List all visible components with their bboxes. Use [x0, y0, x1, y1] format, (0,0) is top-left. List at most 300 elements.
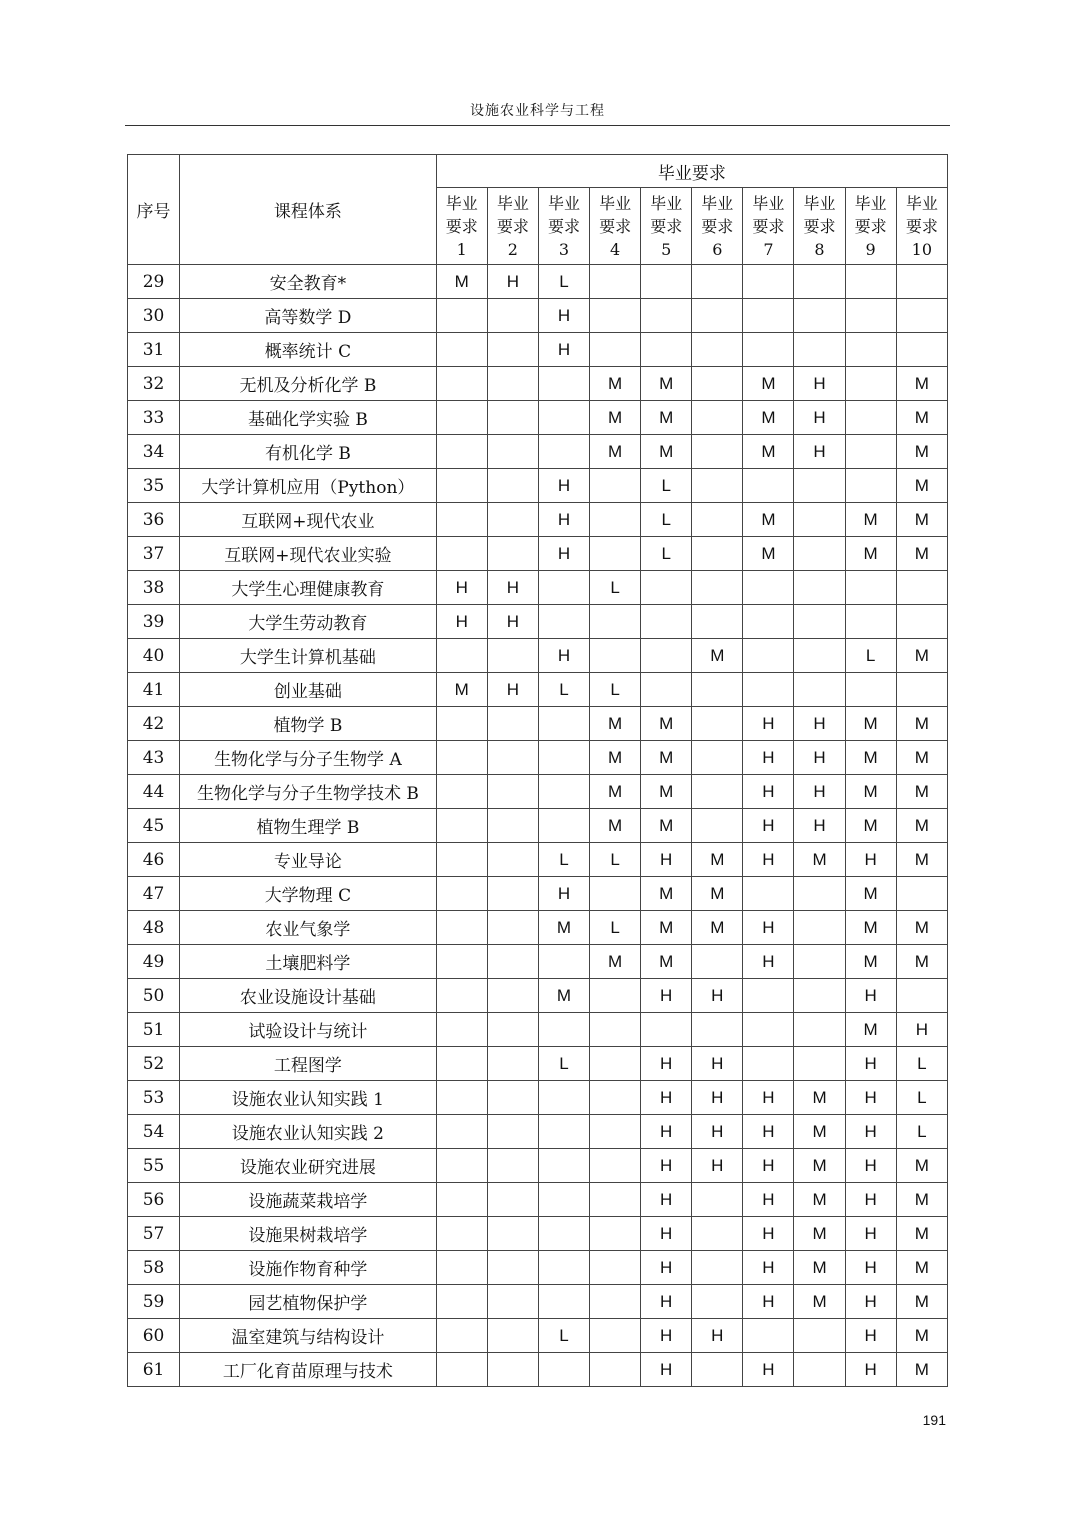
requirement-mark: H	[743, 809, 794, 843]
requirement-mark: H	[743, 945, 794, 979]
table-row	[128, 367, 948, 401]
course-name: 互联网+现代农业实验	[180, 537, 437, 571]
table-row	[128, 1047, 948, 1081]
requirement-mark: L	[538, 265, 589, 299]
requirement-mark: H	[845, 843, 896, 877]
row-number: 59	[128, 1285, 180, 1319]
requirement-mark	[436, 299, 487, 333]
requirement-mark	[436, 741, 487, 775]
requirement-mark: L	[896, 1115, 947, 1149]
table-row	[128, 843, 948, 877]
row-number: 39	[128, 605, 180, 639]
requirement-mark: M	[743, 537, 794, 571]
requirement-mark: M	[845, 1013, 896, 1047]
requirement-mark: H	[743, 775, 794, 809]
table-row	[128, 1115, 948, 1149]
requirement-mark	[692, 503, 743, 537]
requirement-mark: M	[794, 1285, 845, 1319]
table-row	[128, 605, 948, 639]
requirement-mark: M	[896, 1217, 947, 1251]
row-number: 49	[128, 945, 180, 979]
requirement-mark	[794, 605, 845, 639]
table-row	[128, 741, 948, 775]
requirement-mark: M	[896, 1285, 947, 1319]
table-row	[128, 503, 948, 537]
requirement-mark: H	[692, 979, 743, 1013]
requirement-mark	[794, 299, 845, 333]
requirement-mark: L	[896, 1047, 947, 1081]
requirement-mark	[487, 1183, 538, 1217]
requirement-mark: M	[641, 707, 692, 741]
header-requirement-7	[743, 188, 794, 265]
row-number: 33	[128, 401, 180, 435]
requirement-mark	[538, 1183, 589, 1217]
requirement-mark	[794, 537, 845, 571]
requirement-mark: H	[641, 1183, 692, 1217]
requirement-mark: M	[896, 1319, 947, 1353]
requirement-mark: H	[641, 1081, 692, 1115]
requirement-mark	[743, 877, 794, 911]
requirement-mark: H	[641, 1217, 692, 1251]
row-number: 56	[128, 1183, 180, 1217]
requirement-mark	[794, 877, 845, 911]
requirement-mark	[538, 707, 589, 741]
requirement-mark: M	[845, 503, 896, 537]
requirement-mark: M	[896, 469, 947, 503]
requirement-mark: H	[845, 1115, 896, 1149]
requirement-mark: H	[487, 265, 538, 299]
course-name: 大学计算机应用（Python）	[180, 469, 437, 503]
requirement-mark	[436, 945, 487, 979]
requirement-mark	[590, 1047, 641, 1081]
requirement-mark	[436, 1217, 487, 1251]
requirement-mark: M	[590, 435, 641, 469]
requirement-mark	[743, 299, 794, 333]
header-requirement-line: 3	[558, 239, 570, 259]
requirement-mark	[641, 571, 692, 605]
requirement-mark	[436, 1319, 487, 1353]
requirement-mark: L	[538, 673, 589, 707]
requirement-mark: M	[794, 843, 845, 877]
requirement-mark: H	[743, 707, 794, 741]
requirement-mark: H	[436, 605, 487, 639]
requirement-mark	[743, 673, 794, 707]
requirement-mark	[487, 1251, 538, 1285]
requirement-mark	[845, 673, 896, 707]
requirement-mark	[794, 1047, 845, 1081]
table-row	[128, 673, 948, 707]
requirement-mark	[692, 605, 743, 639]
requirement-mark: M	[845, 775, 896, 809]
requirement-mark	[692, 945, 743, 979]
course-name: 农业气象学	[180, 911, 437, 945]
table-row	[128, 1149, 948, 1183]
header-requirement-line: 毕业	[599, 193, 632, 213]
requirement-mark	[743, 469, 794, 503]
requirement-mark	[692, 299, 743, 333]
requirement-mark: H	[794, 435, 845, 469]
requirement-mark	[692, 333, 743, 367]
requirement-mark	[436, 979, 487, 1013]
course-name: 设施农业认知实践 1	[180, 1081, 437, 1115]
table-row	[128, 775, 948, 809]
table-row	[128, 979, 948, 1013]
requirement-mark: M	[641, 809, 692, 843]
header-requirement-line: 要求	[752, 216, 785, 236]
row-number: 52	[128, 1047, 180, 1081]
requirement-mark: M	[896, 843, 947, 877]
requirement-mark	[538, 1217, 589, 1251]
requirement-mark: H	[794, 367, 845, 401]
requirement-mark: H	[538, 639, 589, 673]
requirement-mark: M	[641, 401, 692, 435]
row-number: 60	[128, 1319, 180, 1353]
requirement-mark	[538, 571, 589, 605]
requirement-mark	[641, 605, 692, 639]
row-number: 61	[128, 1353, 180, 1387]
table-row	[128, 877, 948, 911]
requirement-mark: H	[743, 1251, 794, 1285]
requirement-mark: M	[896, 537, 947, 571]
requirement-mark	[487, 299, 538, 333]
requirement-mark	[538, 775, 589, 809]
requirement-mark: M	[743, 367, 794, 401]
row-number: 50	[128, 979, 180, 1013]
table-row	[128, 809, 948, 843]
requirement-mark: M	[692, 911, 743, 945]
course-name: 大学物理 C	[180, 877, 437, 911]
row-number: 46	[128, 843, 180, 877]
requirement-mark: H	[641, 1251, 692, 1285]
requirement-mark: H	[641, 1319, 692, 1353]
requirement-mark	[590, 1013, 641, 1047]
header-requirement-line: 5	[661, 239, 672, 259]
table-row	[128, 1251, 948, 1285]
course-name: 植物学 B	[180, 707, 437, 741]
course-name: 设施蔬菜栽培学	[180, 1183, 437, 1217]
header-requirement-line: 毕业	[905, 193, 938, 213]
course-name: 温室建筑与结构设计	[180, 1319, 437, 1353]
requirement-mark	[487, 775, 538, 809]
requirement-mark	[845, 265, 896, 299]
table-row	[128, 1013, 948, 1047]
requirement-mark	[692, 809, 743, 843]
requirement-mark: M	[641, 877, 692, 911]
requirement-mark: L	[896, 1081, 947, 1115]
header-requirement-3	[538, 188, 589, 265]
course-name: 基础化学实验 B	[180, 401, 437, 435]
requirement-mark	[896, 265, 947, 299]
row-number: 38	[128, 571, 180, 605]
requirement-mark	[692, 265, 743, 299]
requirement-mark: H	[641, 1353, 692, 1387]
requirement-mark: H	[794, 401, 845, 435]
table-row	[128, 707, 948, 741]
course-name: 设施农业认知实践 2	[180, 1115, 437, 1149]
requirement-mark	[538, 1013, 589, 1047]
requirement-mark: H	[794, 741, 845, 775]
requirement-mark: H	[743, 911, 794, 945]
requirement-mark	[590, 605, 641, 639]
requirement-mark	[896, 979, 947, 1013]
table-row	[128, 435, 948, 469]
requirement-mark: M	[896, 401, 947, 435]
requirement-mark	[487, 1115, 538, 1149]
requirement-mark	[590, 1353, 641, 1387]
running-head: 设施农业科学与工程	[470, 103, 605, 119]
requirement-mark: H	[692, 1149, 743, 1183]
requirement-mark	[794, 1013, 845, 1047]
requirement-mark	[692, 741, 743, 775]
requirement-mark: M	[794, 1115, 845, 1149]
requirement-mark: M	[590, 809, 641, 843]
table-row	[128, 1217, 948, 1251]
requirement-mark: H	[487, 571, 538, 605]
requirement-mark: M	[794, 1183, 845, 1217]
row-number: 36	[128, 503, 180, 537]
table-row	[128, 537, 948, 571]
requirement-mark	[794, 1319, 845, 1353]
requirement-mark	[845, 571, 896, 605]
requirement-mark	[436, 401, 487, 435]
requirement-mark	[436, 367, 487, 401]
requirement-mark: H	[845, 1081, 896, 1115]
requirement-mark	[590, 503, 641, 537]
row-number: 58	[128, 1251, 180, 1285]
row-number: 30	[128, 299, 180, 333]
requirement-mark: H	[743, 1115, 794, 1149]
table-row	[128, 469, 948, 503]
requirement-mark	[590, 333, 641, 367]
requirement-mark: H	[487, 605, 538, 639]
table-row	[128, 333, 948, 367]
requirement-mark	[487, 979, 538, 1013]
requirement-mark	[641, 299, 692, 333]
requirement-mark: H	[845, 1047, 896, 1081]
requirement-mark	[743, 1013, 794, 1047]
course-name: 植物生理学 B	[180, 809, 437, 843]
requirement-mark: H	[641, 1285, 692, 1319]
header-requirement-10	[896, 188, 947, 265]
requirement-mark	[487, 401, 538, 435]
requirement-mark: H	[538, 537, 589, 571]
requirement-mark: H	[794, 809, 845, 843]
requirement-mark	[743, 571, 794, 605]
row-number: 57	[128, 1217, 180, 1251]
requirement-mark	[692, 1217, 743, 1251]
table-row	[128, 639, 948, 673]
requirement-mark: M	[845, 809, 896, 843]
requirement-mark: L	[641, 503, 692, 537]
requirement-mark	[641, 639, 692, 673]
requirement-mark	[436, 1183, 487, 1217]
requirement-mark: H	[845, 1251, 896, 1285]
requirement-mark: H	[794, 775, 845, 809]
requirement-mark: H	[743, 741, 794, 775]
requirement-mark: L	[641, 469, 692, 503]
requirement-mark	[590, 1183, 641, 1217]
requirement-mark	[436, 1149, 487, 1183]
course-name: 设施农业研究进展	[180, 1149, 437, 1183]
requirement-mark: H	[538, 469, 589, 503]
requirement-mark	[436, 469, 487, 503]
requirement-mark: M	[590, 707, 641, 741]
requirement-mark: H	[641, 979, 692, 1013]
requirement-mark	[436, 809, 487, 843]
requirement-mark	[641, 673, 692, 707]
requirement-mark: M	[794, 1081, 845, 1115]
requirement-mark	[641, 265, 692, 299]
requirement-mark: M	[794, 1251, 845, 1285]
requirement-mark: H	[845, 1319, 896, 1353]
course-name: 安全教育*	[180, 265, 437, 299]
requirement-mark	[538, 741, 589, 775]
requirement-mark	[692, 1013, 743, 1047]
requirement-mark: M	[896, 367, 947, 401]
requirement-mark	[538, 435, 589, 469]
requirement-mark	[692, 469, 743, 503]
course-name: 专业导论	[180, 843, 437, 877]
requirement-mark	[590, 299, 641, 333]
requirement-mark	[436, 1115, 487, 1149]
requirement-mark	[487, 945, 538, 979]
requirement-mark	[743, 605, 794, 639]
requirement-mark: M	[896, 503, 947, 537]
requirement-mark	[436, 1013, 487, 1047]
requirement-mark	[590, 469, 641, 503]
table-row	[128, 1319, 948, 1353]
requirement-mark: M	[590, 945, 641, 979]
course-name: 农业设施设计基础	[180, 979, 437, 1013]
requirement-mark: M	[896, 435, 947, 469]
requirement-mark	[743, 1319, 794, 1353]
requirement-mark	[845, 605, 896, 639]
requirement-mark	[538, 945, 589, 979]
requirement-mark	[743, 639, 794, 673]
header-requirement-line: 要求	[650, 216, 683, 236]
requirement-mark	[896, 333, 947, 367]
course-name: 生物化学与分子生物学 A	[180, 741, 437, 775]
header-requirement-line: 毕业	[496, 193, 529, 213]
requirement-mark	[590, 1149, 641, 1183]
requirement-mark: M	[896, 911, 947, 945]
requirement-mark	[487, 911, 538, 945]
requirement-mark: H	[538, 503, 589, 537]
requirement-mark	[538, 1251, 589, 1285]
header-requirement-line: 9	[865, 239, 876, 259]
requirement-mark: M	[590, 775, 641, 809]
row-number: 54	[128, 1115, 180, 1149]
requirement-mark: M	[896, 775, 947, 809]
requirement-mark: M	[436, 265, 487, 299]
requirement-mark	[692, 537, 743, 571]
requirement-mark	[436, 877, 487, 911]
course-name: 互联网+现代农业	[180, 503, 437, 537]
requirement-mark: H	[692, 1081, 743, 1115]
header-requirement-line: 要求	[905, 216, 938, 236]
header-requirement-line: 毕业	[803, 193, 836, 213]
requirement-mark: M	[692, 639, 743, 673]
table-row	[128, 265, 948, 299]
row-number: 51	[128, 1013, 180, 1047]
requirement-mark	[436, 707, 487, 741]
requirement-mark: L	[590, 843, 641, 877]
page-number: 191	[922, 1412, 946, 1428]
requirement-mark	[845, 299, 896, 333]
requirement-mark: M	[641, 911, 692, 945]
header-requirement-line: 要求	[445, 216, 478, 236]
row-number: 47	[128, 877, 180, 911]
requirement-mark: M	[590, 741, 641, 775]
requirement-mark	[590, 877, 641, 911]
requirement-mark: M	[794, 1217, 845, 1251]
requirement-mark: M	[692, 843, 743, 877]
row-number: 35	[128, 469, 180, 503]
requirement-mark: M	[436, 673, 487, 707]
course-name: 高等数学 D	[180, 299, 437, 333]
requirement-mark	[538, 809, 589, 843]
requirement-mark: M	[896, 707, 947, 741]
requirement-mark: M	[641, 367, 692, 401]
requirement-mark: M	[896, 1251, 947, 1285]
requirement-mark: M	[743, 435, 794, 469]
requirement-mark: H	[743, 1353, 794, 1387]
requirement-mark: H	[692, 1319, 743, 1353]
header-requirement-line: 2	[507, 239, 518, 259]
requirement-mark: L	[590, 911, 641, 945]
requirement-mark	[436, 503, 487, 537]
header-requirement-line: 要求	[599, 216, 632, 236]
requirement-mark	[692, 435, 743, 469]
requirement-mark	[692, 1183, 743, 1217]
requirement-mark: M	[896, 1183, 947, 1217]
requirement-mark: M	[641, 741, 692, 775]
requirement-mark	[436, 333, 487, 367]
requirement-mark	[538, 605, 589, 639]
requirement-mark: H	[845, 979, 896, 1013]
row-number: 48	[128, 911, 180, 945]
course-name: 大学生心理健康教育	[180, 571, 437, 605]
header-requirement-6	[692, 188, 743, 265]
table-row	[128, 1183, 948, 1217]
requirement-mark	[436, 1285, 487, 1319]
requirement-mark	[436, 843, 487, 877]
row-number: 43	[128, 741, 180, 775]
requirement-mark: H	[743, 1183, 794, 1217]
requirement-mark: H	[743, 843, 794, 877]
requirement-mark: M	[896, 945, 947, 979]
requirement-mark	[845, 435, 896, 469]
requirement-mark	[538, 401, 589, 435]
requirement-mark	[794, 469, 845, 503]
requirement-mark	[794, 673, 845, 707]
requirement-mark	[845, 367, 896, 401]
requirement-mark	[436, 1081, 487, 1115]
requirement-mark: M	[896, 741, 947, 775]
requirement-mark	[794, 911, 845, 945]
header-requirement-line: 毕业	[445, 193, 478, 213]
header-requirement-5	[641, 188, 692, 265]
requirement-mark	[487, 809, 538, 843]
course-name: 设施作物育种学	[180, 1251, 437, 1285]
requirement-mark: M	[845, 537, 896, 571]
requirement-mark: L	[590, 673, 641, 707]
header-requirement-line: 毕业	[752, 193, 785, 213]
course-name: 试验设计与统计	[180, 1013, 437, 1047]
requirement-mark: M	[896, 639, 947, 673]
requirement-mark: H	[641, 1115, 692, 1149]
requirement-mark: H	[794, 707, 845, 741]
